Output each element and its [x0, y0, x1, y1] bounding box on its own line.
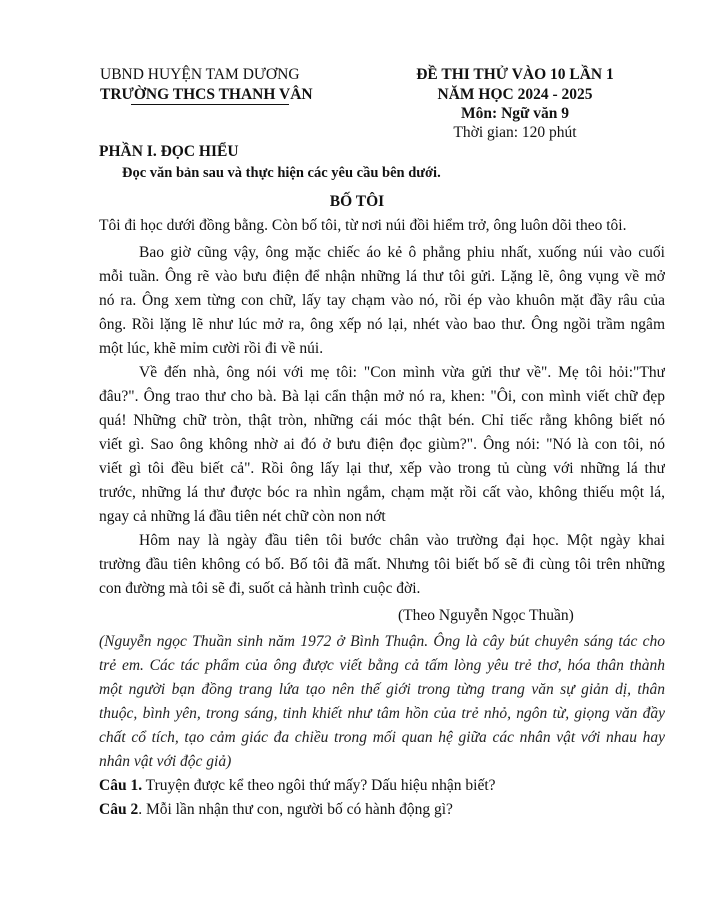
school-name: TRƯỜNG THCS THANH VÂN: [100, 86, 313, 103]
question-text: . Mỗi lần nhận thư con, người bố có hành động gì?: [138, 801, 453, 818]
exam-time: Thời gian: 120 phút: [453, 124, 577, 141]
header-divider: [131, 104, 289, 105]
section-instruction: Đọc văn bản sau và thực hiện các yêu cầu bên dưới.: [122, 165, 441, 181]
story-line: Tôi đi học dưới đồng bằng. Còn bố tôi, từ nơi núi đồi hiểm trở, ông luôn dõi theo tôi.: [99, 217, 627, 234]
story-line: ngay cả những lá đầu tiên nét chữ còn non nớt: [99, 508, 386, 525]
story-line: trước, những lá thư được bóc ra nhìn ngắm, chạm mặt rồi cất vào, không thiếu một lá,: [99, 484, 665, 501]
story-line: Bao giờ cũng vậy, ông mặc chiếc áo kẻ ô phẳng phiu nhất, xuống núi vào cuối: [139, 244, 665, 261]
story-line: đâu?". Ông trao thư cho bà. Bà lại cẩn thận mở nó ra, khen: "Ôi, con mình viết chữ đẹp: [99, 388, 665, 405]
story-line: mỗi tuần. Ông rẽ vào bưu điện để nhận những lá thư tôi gửi. Lặng lẽ, ông vụng về mở: [99, 268, 665, 285]
question-label: Câu 1.: [99, 777, 143, 794]
note-line: chất cổ tích, tạo cảm giác đa chiều trong mối quan hệ giữa các nhân vật với nhau hay: [99, 729, 665, 746]
question-text: Truyện được kể theo ngôi thứ mấy? Dấu hiệu nhận biết?: [142, 777, 496, 794]
note-line: (Nguyễn ngọc Thuần sinh năm 1972 ở Bình Thuận. Ông là cây bút chuyên sáng tác cho: [99, 633, 665, 650]
author-note: [99, 630, 665, 774]
note-line: nhân vật với độc giả): [99, 753, 232, 770]
story-line: Về đến nhà, ông nói với mẹ tôi: "Con mình vừa gửi thư về". Mẹ tôi hỏi:"Thư: [139, 364, 665, 381]
question-1: [99, 777, 496, 795]
school-year: NĂM HỌC 2024 - 2025: [437, 86, 593, 103]
story-line: Hôm nay là ngày đầu tiên tôi bước chân vào trường đại học. Một ngày khai: [139, 532, 665, 549]
note-line: trẻ em. Các tác phẩm của ông được viết bằng cả tấm lòng yêu trẻ thơ, hóa thân thành: [99, 657, 665, 674]
subject: Môn: Ngữ văn 9: [461, 105, 569, 122]
story-body: [99, 214, 665, 601]
story-line: trường đầu tiên không có bố. Bố tôi đã mất. Nhưng tôi biết bố sẽ đi cùng tôi trên những: [99, 556, 665, 573]
question-2: [99, 801, 453, 819]
story-line: nó ra. Ông xem từng con chữ, lấy tay chạm vào nó, rồi ép vào khuôn mặt đầy râu của: [99, 292, 665, 309]
exam-title: ĐỀ THI THỬ VÀO 10 LẦN 1: [416, 66, 614, 83]
story-line: ông. Rồi lặng lẽ như lúc mở ra, ông xếp nó lại, nhét vào bao thư. Ông ngồi trầm ngâm: [99, 316, 665, 333]
note-line: thuộc, bình yên, trong sáng, tinh khiết như tâm hồn của trẻ nhỏ, ngôn từ, giọng văn đầy: [99, 705, 665, 722]
question-label: Câu 2: [99, 801, 139, 818]
story-line: quá! Những chữ tròn, thật tròn, những cái móc thật bén. Chỉ tiếc rằng không biết nó: [99, 412, 665, 429]
story-line: viết gì tôi đều biết cả". Rồi ông lấy lại thư, xếp vào trong tủ cùng với những lá thư: [99, 460, 665, 477]
section-title: PHẦN I. ĐỌC HIỂU: [99, 143, 239, 160]
story-line: con đường mà tôi sẽ đi, suốt cả hành trình cuộc đời.: [99, 580, 421, 597]
story-source: (Theo Nguyễn Ngọc Thuần): [398, 607, 574, 624]
district-name: UBND HUYỆN TAM DƯƠNG: [100, 66, 300, 83]
story-title: BỐ TÔI: [329, 193, 385, 210]
story-line: viết gì. Sao ông không nhờ ai đó ở bưu điện đọc giùm?". Ông nói: "Nó là con tôi, nó: [99, 436, 665, 453]
note-line: một người bạn đồng trang lứa tạo nên thế giới trong từng trang văn sự giản dị, thân: [99, 681, 665, 698]
story-line: một lúc, khẽ mỉm cười rồi đi về núi.: [99, 340, 324, 357]
